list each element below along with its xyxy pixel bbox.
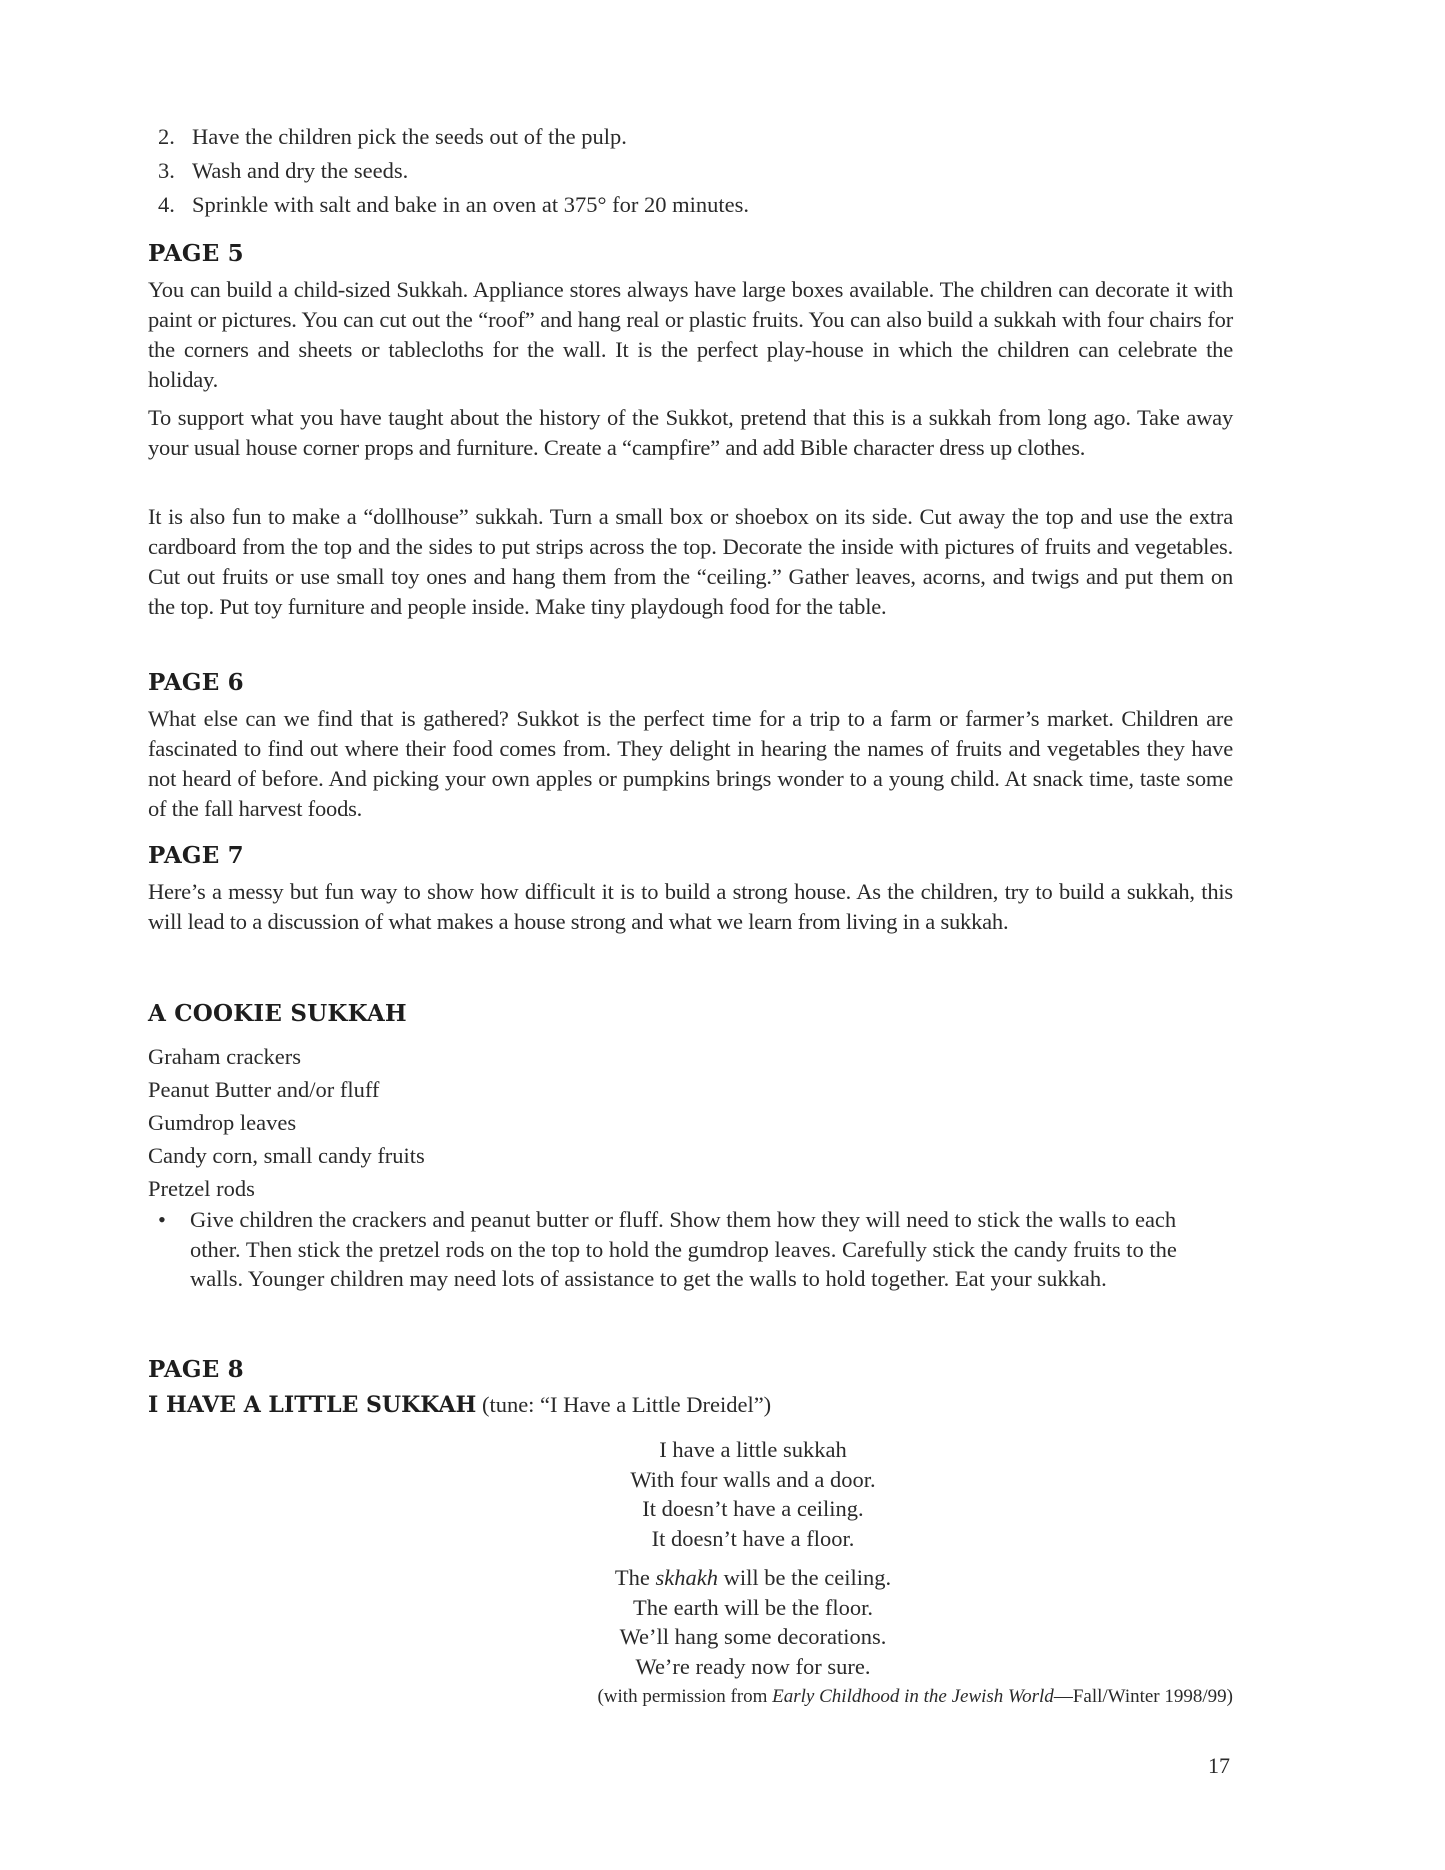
step-text: Sprinkle with salt and bake in an oven at 375° for 20 minutes. (192, 192, 750, 217)
lyric-line (578, 1563, 928, 1593)
cookie-sukkah-heading: A COOKIE SUKKAH (148, 1000, 407, 1027)
ingredient-item: Peanut Butter and/or fluff (148, 1077, 380, 1102)
instruction-item (148, 1205, 1188, 1294)
lyric-text: will be the ceiling. (718, 1565, 892, 1590)
step-number: 3. (158, 158, 175, 183)
step-item (148, 188, 1233, 222)
page7-heading: PAGE 7 (148, 842, 244, 869)
stanza-1 (578, 1435, 928, 1553)
instructions-list (148, 1205, 1188, 1294)
lyric-text: The (614, 1565, 656, 1590)
step-item (148, 154, 1233, 188)
permission-credit (597, 1686, 1233, 1708)
numbered-steps (148, 120, 1233, 222)
page5-heading: PAGE 5 (148, 240, 244, 267)
page6-paragraph: What else can we find that is gathered? Sukkot is the perfect time for a trip to a farm or farmer’s market. Children are fascinated to find out where their food comes from. They delight in hearing the names of fruits and vegetables they have not heard of before. And picking your own apples or pumpkins brings wonder to a young child. At snack time, taste some of the fall harvest foods. (148, 706, 1233, 821)
lyric-line: We’ll hang some decorations. (619, 1624, 887, 1649)
credit-text: (with permission from (597, 1686, 773, 1707)
lyric-emphasis: skhakh (655, 1565, 718, 1590)
ingredient-item: Graham crackers (148, 1044, 302, 1069)
stanza-2 (578, 1563, 928, 1681)
step-number: 4. (158, 192, 175, 217)
lyric-line: It doesn’t have a floor. (651, 1525, 855, 1551)
lyric-line: It doesn’t have a ceiling. (642, 1496, 864, 1521)
ingredient-item: Candy corn, small candy fruits (148, 1143, 425, 1168)
instruction-text: Give children the crackers and peanut butter or fluff. Show them how they will need to stick the walls to each other. Then stick the pretzel rods on the top to hold the gumdrop leaves. Carefully stick the candy fruits to the walls. Younger children may need lots of assistance to get the walls to hold together. Eat your sukkah. (190, 1207, 1177, 1291)
step-item (148, 120, 1233, 154)
song-tune: (tune: “I Have a Little Dreidel”) (476, 1392, 772, 1417)
lyric-line: With four walls and a door. (630, 1466, 876, 1492)
song-title-line (148, 1392, 771, 1418)
page-number: 17 (1208, 1753, 1230, 1778)
page7-paragraph: Here’s a messy but fun way to show how difficult it is to build a strong house. As the children, try to build a sukkah, this will lead to a discussion of what makes a house strong and what we learn from living in a sukkah. (148, 879, 1233, 934)
step-number: 2. (158, 124, 175, 149)
lyric-line: We’re ready now for sure. (635, 1653, 871, 1679)
page5-paragraph-1: You can build a child-sized Sukkah. Appliance stores always have large boxes available. The children can decorate it with paint or pictures. You can cut out the “roof” and hang real or plastic fruits. You can also build a sukkah with four chairs for the corners and sheets or tablecloths for the wall. It is the perfect play-house in which the children can celebrate the holiday. (148, 277, 1233, 392)
ingredients-list (148, 1040, 425, 1205)
document-page (148, 120, 1233, 1707)
song-title: I HAVE A LITTLE SUKKAH (148, 1392, 477, 1418)
credit-text: —Fall/Winter 1998/99) (1053, 1686, 1233, 1707)
song-lyrics (578, 1435, 928, 1681)
lyric-line: I have a little sukkah (659, 1437, 847, 1462)
page5-paragraph-2: To support what you have taught about the history of the Sukkot, pretend that this is a sukkah from long ago. Take away your usual house corner props and furniture. Create a “campfire” and add Bible character dress up clothes. (148, 405, 1233, 460)
step-text: Wash and dry the seeds. (192, 158, 409, 183)
page8-heading: PAGE 8 (148, 1356, 244, 1383)
ingredient-item: Pretzel rods (148, 1176, 255, 1201)
bullet-icon: • (158, 1207, 166, 1232)
page6-heading: PAGE 6 (148, 669, 244, 696)
step-text: Have the children pick the seeds out of the pulp. (192, 124, 627, 149)
page5-paragraph-3: It is also fun to make a “dollhouse” sukkah. Turn a small box or shoebox on its side. Cut away the top and use the extra cardboard from the top and the sides to put strips across the top. Decorate the inside with pictures of fruits and vegetables. Cut out fruits or use small toy ones and hang them from the “ceiling.” Gather leaves, acorns, and twigs and put them on the top. Put toy furniture and people inside. Make tiny playdough food for the table. (148, 504, 1233, 619)
credit-source: Early Childhood in the Jewish World (772, 1686, 1054, 1707)
ingredient-item: Gumdrop leaves (148, 1110, 297, 1135)
lyric-line: The earth will be the floor. (633, 1594, 873, 1620)
